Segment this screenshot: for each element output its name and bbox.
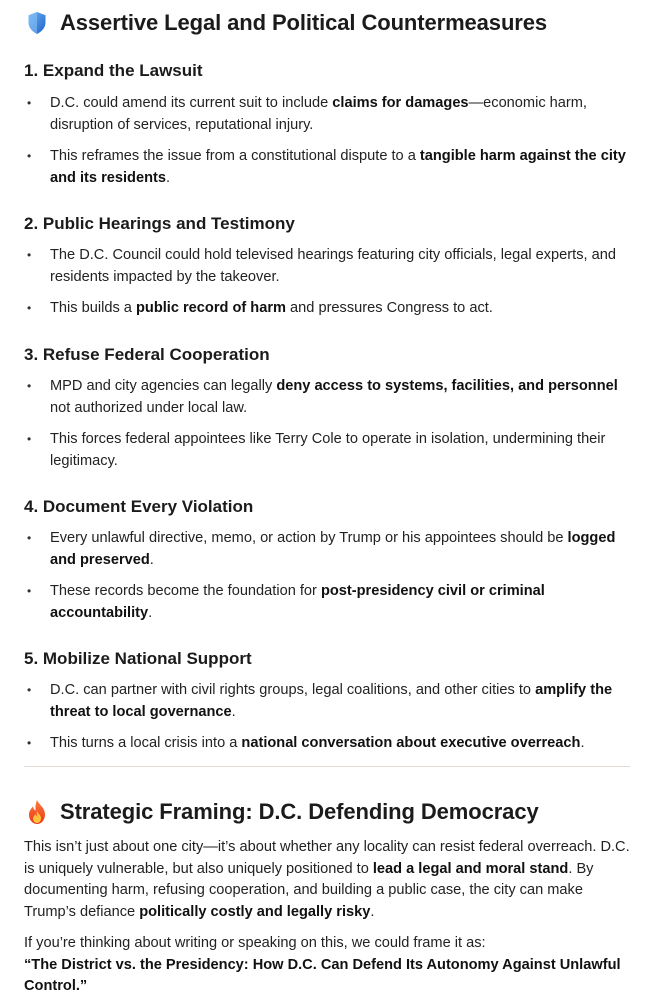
section-title: Assertive Legal and Political Countermeasures: [60, 10, 548, 35]
list-item: • This turns a local crisis into a national conversation about executive overreach.: [24, 733, 634, 755]
section-heading-countermeasures: [24, 10, 547, 36]
list-item: • The D.C. Council could hold televised hearings featuring city officials, legal experts, and residents impacted by the takeover.: [24, 245, 634, 288]
item-heading: 3. Refuse Federal Cooperation: [24, 345, 270, 364]
bullet-list: [24, 93, 634, 199]
framing-paragraph: This isn’t just about one city—it’s about whether any locality can resist federal overreach. D.C. is uniquely vulnerable, but also uniquely positioned to lead a legal and moral stand. By documenting harm, refusing cooperation, and building a public case, the city can make Trump’s defiance politically costly and legally risky.: [24, 839, 630, 920]
list-item: • This builds a public record of harm and pressures Congress to act.: [24, 298, 634, 320]
suggestion-paragraph: If you’re thinking about writing or speaking on this, we could frame it as: “The District vs. the Presidency: How D.C. Can Defend Its Autonomy Against Unlawful Control.”: [24, 935, 621, 994]
list-item: • D.C. can partner with civil rights groups, legal coalitions, and other cities to amplify the threat to local governance.: [24, 680, 634, 723]
item-heading: 1. Expand the Lawsuit: [24, 61, 203, 80]
bullet-list: [24, 680, 634, 765]
item-heading: 4. Document Every Violation: [24, 497, 254, 516]
item-heading: 5. Mobilize National Support: [24, 649, 252, 668]
section-title: Strategic Framing: D.C. Defending Democracy: [60, 799, 539, 824]
item-heading: 2. Public Hearings and Testimony: [24, 214, 295, 233]
list-item: • Every unlawful directive, memo, or action by Trump or his appointees should be logged and preserved.: [24, 528, 634, 571]
section-heading-framing: [24, 799, 539, 825]
bullet-list: [24, 245, 634, 330]
suggested-title: “The District vs. the Presidency: How D.C. Can Defend Its Autonomy Against Unlawful Control.”: [24, 956, 621, 994]
section-divider: [24, 766, 630, 767]
list-item: • This reframes the issue from a constitutional dispute to a tangible harm against the city and its residents.: [24, 146, 634, 189]
list-item: • D.C. could amend its current suit to include claims for damages—economic harm, disruption of services, reputational injury.: [24, 93, 634, 136]
fire-icon: [24, 799, 50, 825]
list-item: • This forces federal appointees like Terry Cole to operate in isolation, undermining their legitimacy.: [24, 429, 634, 472]
bullet-list: [24, 376, 634, 482]
bullet-list: [24, 528, 634, 634]
shield-icon: [24, 10, 50, 36]
list-item: • MPD and city agencies can legally deny access to systems, facilities, and personnel not authorized under local law.: [24, 376, 634, 419]
list-item: • These records become the foundation for post-presidency civil or criminal accountability.: [24, 581, 634, 624]
